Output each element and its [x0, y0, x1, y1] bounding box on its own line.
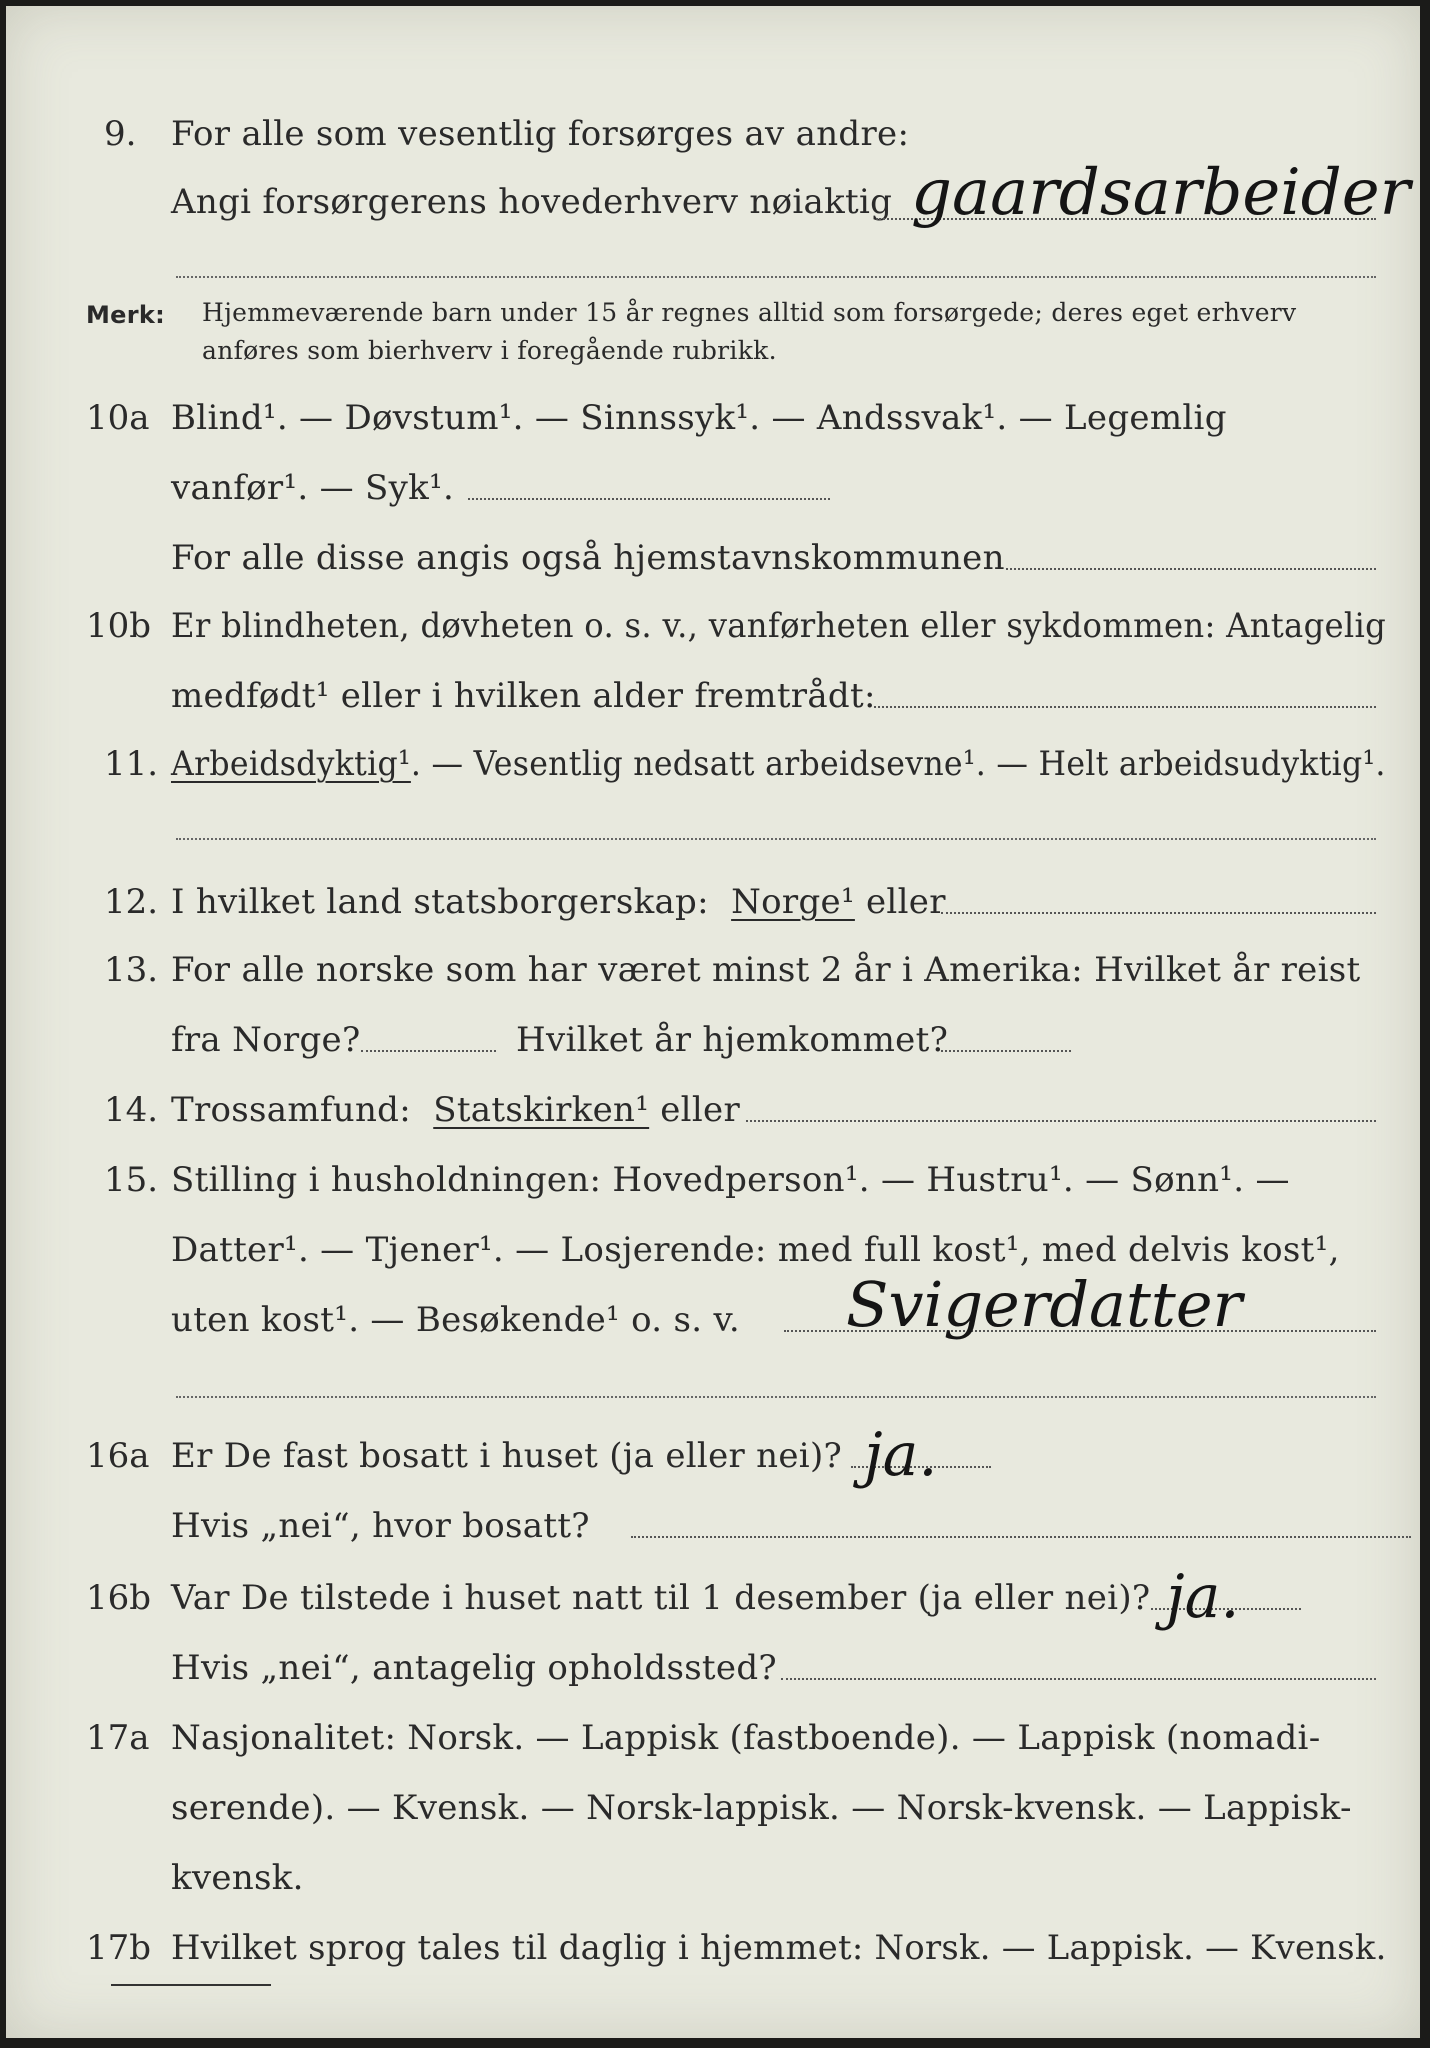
q17a-options-line3: kvensk. — [171, 1858, 304, 1898]
q15-options-line2: Datter¹. — Tjener¹. — Losjerende: med full kost¹, med delvis kost¹, — [171, 1230, 1340, 1270]
q10a-hometown-line — [1006, 568, 1376, 570]
q13-number: 13. — [104, 950, 159, 990]
q17a-options-line2: serende). — Kvensk. — Norsk-lappisk. — Norsk-kvensk. — Lappisk- — [171, 1788, 1352, 1828]
q14-selected-option: Statskirken¹ — [433, 1090, 650, 1130]
q12-or: eller — [866, 882, 946, 922]
q15-options-line1: Stilling i husholdningen: Hovedperson¹. — Hustru¹. — Sønn¹. — — [171, 1160, 1290, 1200]
q10a-hometown-prompt: For alle disse angis også hjemstavnskommunen — [171, 538, 1005, 578]
q16b-question: Var De tilstede i huset natt til 1 desember (ja eller nei)? — [171, 1578, 1151, 1618]
q13-question: For alle norske som har været minst 2 år i Amerika: Hvilket år reist — [171, 950, 1361, 990]
q13-left-year-prompt: fra Norge? — [171, 1020, 361, 1060]
q16a-number: 16a — [86, 1436, 150, 1476]
q15-handwritten-answer: Svigerdatter — [846, 1268, 1243, 1341]
q10b-question: Er blindheten, døvheten o. s. v., vanførheten eller sykdommen: Antagelig — [171, 606, 1387, 646]
q12-answer-line — [941, 912, 1376, 914]
q14-question — [171, 1090, 740, 1130]
separator-dotted — [176, 276, 1376, 278]
q16b-handwritten-answer: ja. — [1166, 1562, 1240, 1632]
q9-handwritten-answer: gaardsarbeider — [911, 156, 1411, 230]
q10a-number: 10a — [86, 398, 150, 438]
q13-returned-year-prompt: Hvilket år hjemkommet? — [516, 1020, 949, 1060]
footnote-rule — [111, 1984, 271, 1986]
q14-answer-line — [746, 1120, 1376, 1122]
merk-label: Merk: — [86, 301, 166, 329]
q16a-handwritten-answer: ja. — [864, 1420, 938, 1490]
q11-selected-option: Arbeidsdyktig¹ — [171, 744, 411, 784]
q9-prompt: Angi forsørgerens hovederhverv nøiaktig — [171, 182, 893, 222]
q10b-answer-line — [874, 706, 1376, 708]
q14-number: 14. — [104, 1090, 159, 1130]
q10a-options: Blind¹. — Døvstum¹. — Sinnssyk¹. — Andssvak¹. — Legemlig — [171, 398, 1227, 438]
q16b-number: 16b — [86, 1578, 152, 1618]
q12-question — [171, 882, 946, 922]
q16a-residence-prompt: Hvis „nei“, hvor bosatt? — [171, 1506, 590, 1546]
merk-note-line2: anføres som bierhverv i foregående rubrikk. — [202, 336, 777, 365]
q15-options-line3: uten kost¹. — Besøkende¹ o. s. v. — [171, 1300, 741, 1340]
q16b-whereabouts-line — [781, 1678, 1376, 1680]
q10b-question-cont: medfødt¹ eller i hvilken alder fremtrådt: — [171, 676, 876, 716]
q9-question: For alle som vesentlig forsørges av andre: — [171, 114, 910, 154]
census-form-page — [6, 6, 1420, 2038]
q12-selected-option: Norge¹ — [731, 882, 855, 922]
separator-dotted — [176, 1396, 1376, 1398]
q16b-whereabouts-prompt: Hvis „nei“, antagelig opholdssted? — [171, 1648, 777, 1688]
q15-number: 15. — [104, 1160, 159, 1200]
q17b-number: 17b — [86, 1928, 152, 1968]
q17a-number: 17a — [86, 1718, 150, 1758]
q14-or: eller — [660, 1090, 741, 1130]
q17b-question: Hvilket sprog tales til daglig i hjemmet: Norsk. — Lappisk. — Kvensk. — [171, 1928, 1387, 1968]
q9-number: 9. — [104, 114, 137, 154]
q12-number: 12. — [104, 882, 159, 922]
q17a-options-line1: Nasjonalitet: Norsk. — Lappisk (fastboende). — Lappisk (nomadi- — [171, 1718, 1321, 1758]
q11-options — [171, 744, 1386, 784]
q10a-options-cont: vanfør¹. — Syk¹. — [171, 468, 455, 508]
q11-number: 11. — [104, 744, 159, 784]
q12-prompt: I hvilket land statsborgerskap: — [171, 882, 709, 922]
q13-returned-year-line — [941, 1050, 1071, 1052]
separator-dotted — [176, 838, 1376, 840]
q11-other-options: . — Vesentlig nedsatt arbeidsevne¹. — Helt arbeidsudyktig¹. — [410, 744, 1386, 784]
q10a-answer-line — [468, 498, 830, 500]
q14-prompt: Trossamfund: — [171, 1090, 412, 1130]
q10b-number: 10b — [86, 606, 152, 646]
merk-note-line1: Hjemmeværende barn under 15 år regnes alltid som forsørgede; deres eget erhverv — [202, 298, 1297, 327]
q16a-question: Er De fast bosatt i huset (ja eller nei)? — [171, 1436, 843, 1476]
q13-left-year-line — [361, 1050, 496, 1052]
q16a-residence-line — [631, 1536, 1411, 1538]
